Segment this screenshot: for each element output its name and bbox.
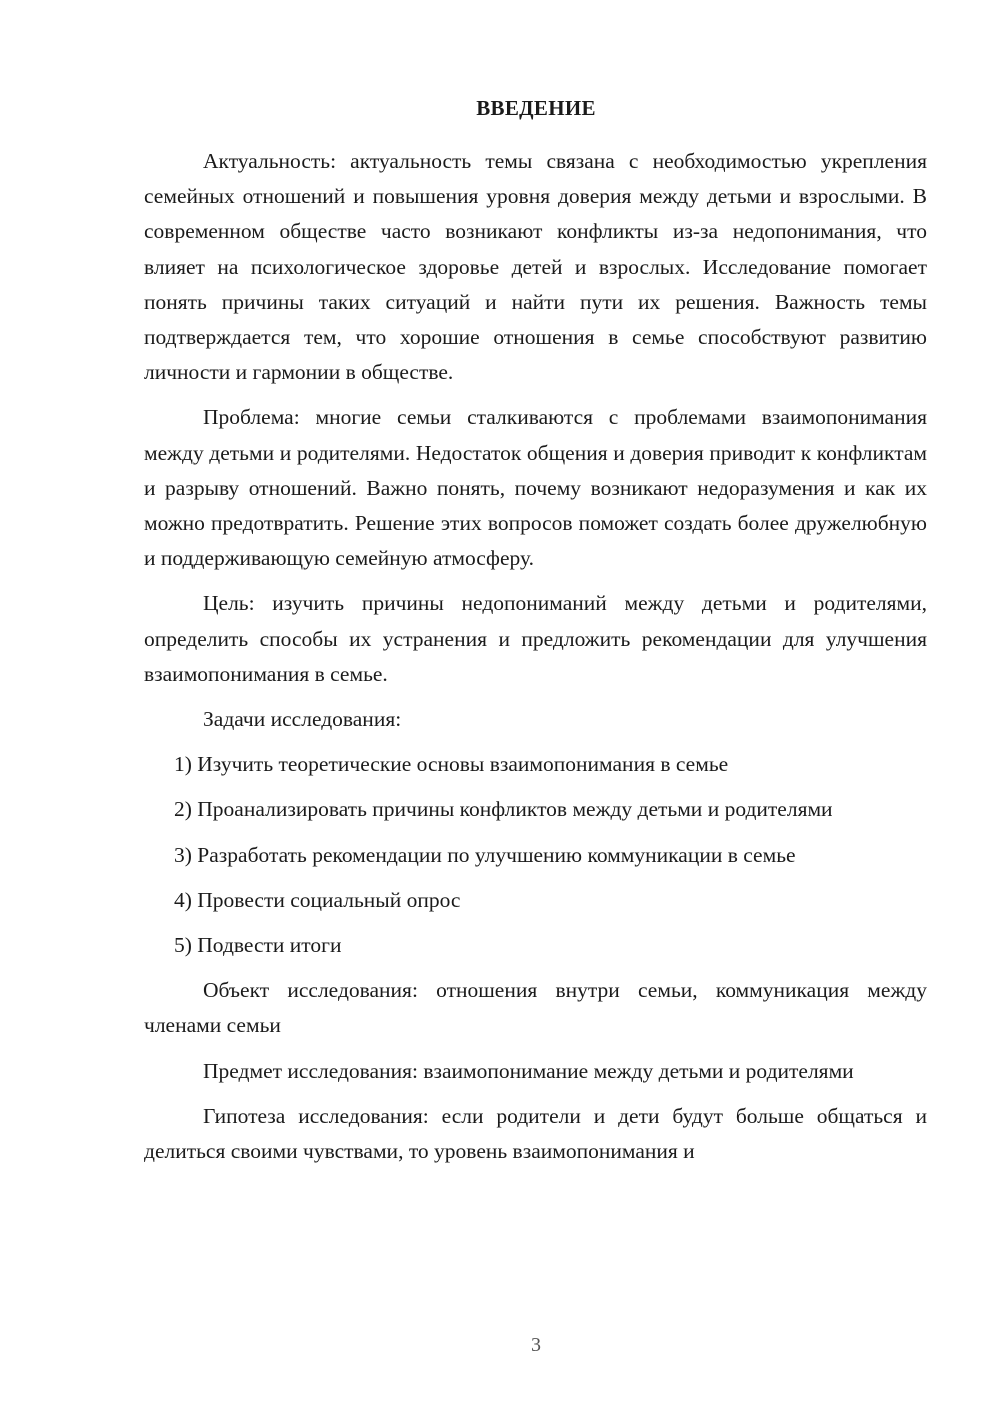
paragraph-problem: Проблема: многие семьи сталкиваются с проблемами взаимопонимания между детьми и родителями. Недостаток общения и доверия приводит к конфликтам и разрыву отношений. Важно понять, почему возникают недоразумения и как их можно предотвратить. Решение этих вопросов поможет создать более дружелюбную и поддерживающую семейную атмосферу. [144, 405, 927, 571]
document-body [144, 144, 927, 1169]
page-title: ВВЕДЕНИЕ [476, 96, 596, 120]
tasks-heading: Задачи исследования: [203, 707, 402, 732]
page-number: 3 [531, 1334, 541, 1356]
task-item: 2) Проанализировать причины конфликтов между детьми и родителями [174, 797, 833, 822]
task-item: 3) Разработать рекомендации по улучшению коммуникации в семье [174, 842, 796, 867]
paragraph-subject: Предмет исследования: взаимопонимание между детьми и родителями [203, 1058, 854, 1083]
task-item: 1) Изучить теоретические основы взаимопонимания в семье [174, 752, 729, 777]
paragraph-goal: Цель: изучить причины недопониманий между детьми и родителями, определить способы их устранения и предложить рекомендации для улучшения взаимопонимания в семье. [144, 591, 927, 686]
paragraph-hypothesis: Гипотеза исследования: если родители и дети будут больше общаться и делиться своими чувствами, то уровень взаимопонимания и [144, 1103, 927, 1164]
task-item: 4) Провести социальный опрос [174, 887, 461, 912]
paragraph-relevance: Актуальность: актуальность темы связана с необходимостью укрепления семейных отношений и повышения уровня доверия между детьми и взрослыми. В современном обществе часто возникают конфликты из-за недопонимания, что влияет на психологическое здоровье детей и взрослых. Исследование помогает понять причины таких ситуаций и найти пути их решения. Важность темы подтверждается тем, что хорошие отношения в семье способствуют развитию личности и гармонии в обществе. [144, 149, 927, 385]
paragraph-object: Объект исследования: отношения внутри семьи, коммуникация между членами семьи [144, 978, 927, 1038]
task-item: 5) Подвести итоги [174, 933, 342, 958]
